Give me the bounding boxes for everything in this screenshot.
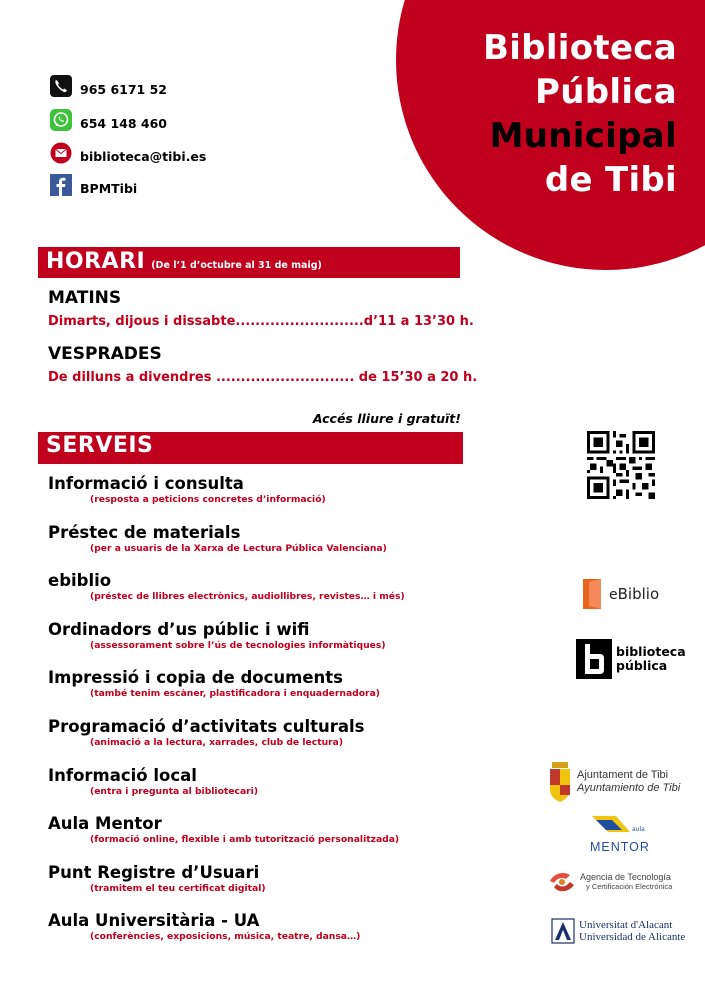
serveis-heading-bar <box>38 432 463 464</box>
facebook-handle: BPMTibi <box>80 181 138 196</box>
agencia-mark-icon <box>548 869 576 895</box>
email-icon <box>50 142 72 164</box>
aula-mentor-logo <box>590 814 654 854</box>
service-item <box>48 766 258 798</box>
service-name: Ordinadors d’us públic i wifi <box>48 620 310 639</box>
shift-title-matins: MATINS <box>48 288 122 308</box>
service-item <box>48 474 326 506</box>
horari-subheading: (De l’1 d’octubre al 31 de maig) <box>151 260 322 271</box>
contact-whatsapp[interactable] <box>50 108 167 131</box>
service-desc: (conferències, exposicions, música, teatre, dansa…) <box>90 931 361 942</box>
service-name: Punt Registre d’Usuari <box>48 863 260 882</box>
horari-heading-bar <box>38 247 460 278</box>
service-name: Préstec de materials <box>48 523 241 542</box>
contact-email[interactable] <box>50 142 206 164</box>
title-line-1: Biblioteca <box>483 28 677 68</box>
service-name: ebiblio <box>48 571 112 590</box>
service-item <box>48 911 360 943</box>
door-icon <box>580 577 606 611</box>
agencia-line1: Agencia de Tecnología <box>580 872 671 882</box>
whatsapp-icon <box>50 109 72 131</box>
contact-facebook[interactable] <box>50 173 137 196</box>
service-desc: (també tenim escàner, plastificadora i enquadernadora) <box>90 688 380 699</box>
mentor-small: aula <box>632 826 645 833</box>
ebiblio-text: Biblio <box>617 585 660 603</box>
ebiblio-prefix: e <box>609 587 618 603</box>
service-desc: (per a usuaris de la Xarxa de Lectura Pública Valenciana) <box>90 543 387 554</box>
service-desc: (animació a la lectura, xarrades, club de lectura) <box>90 737 344 748</box>
biblioteca-publica-line2: pública <box>616 658 668 673</box>
agencia-line2: y Certificación Electrónica <box>586 882 673 891</box>
contact-phone[interactable] <box>50 75 167 97</box>
title-line-3: Municipal <box>489 116 677 156</box>
shift-title-vesprades: VESPRADES <box>48 344 162 364</box>
ua-mark-icon <box>551 918 575 944</box>
service-item <box>48 620 386 652</box>
mentor-text: MENTOR <box>590 840 650 854</box>
b-icon <box>576 639 612 679</box>
serveis-heading: SERVEIS <box>46 433 154 458</box>
service-item <box>48 523 387 555</box>
free-access-note: Accés lliure i gratuït! <box>312 411 461 426</box>
service-item <box>48 814 399 846</box>
service-name: Impressió i copia de documents <box>48 668 343 687</box>
shift-line-matins: Dimarts, dijous i dissabte..........................d’11 a 13’30 h. <box>48 314 474 329</box>
whatsapp-number: 654 148 460 <box>80 116 167 131</box>
service-desc: (entra i pregunta al bibliotecari) <box>90 786 259 797</box>
qr-code[interactable] <box>587 431 655 499</box>
biblioteca-publica-line1: biblioteca <box>616 644 686 659</box>
service-item <box>48 717 364 749</box>
ajuntament-line1: Ajuntament de Tibi <box>577 769 669 781</box>
service-desc: (resposta a peticions concretes d’informació) <box>90 494 326 505</box>
service-item <box>48 571 405 603</box>
service-name: Informació local <box>48 766 197 785</box>
service-desc: (assessorament sobre l’ús de tecnologies informàtiques) <box>90 640 386 651</box>
service-name: Aula Mentor <box>48 814 162 833</box>
facebook-icon <box>50 174 72 196</box>
service-item <box>48 668 380 700</box>
ua-line1: Universitat d'Alacant <box>579 919 673 931</box>
title-line-2: Pública <box>535 72 677 112</box>
ebiblio-logo <box>580 577 659 611</box>
phone-number: 965 6171 52 <box>80 81 167 97</box>
service-desc: (tramitem el teu certificat digital) <box>90 883 266 894</box>
horari-heading: HORARI <box>46 249 146 274</box>
email-address: biblioteca@tibi.es <box>80 148 207 164</box>
title-line-4: de Tibi <box>544 160 677 200</box>
mentor-mark-icon <box>590 814 638 836</box>
phone-icon <box>50 75 72 97</box>
service-name: Informació i consulta <box>48 474 244 493</box>
ajuntament-line2: Ayuntamiento de Tibi <box>577 782 681 794</box>
library-title <box>483 26 677 202</box>
shift-line-vesprades: De dilluns a divendres ............................ de 15’30 a 20 h. <box>48 370 478 385</box>
service-name: Programació d’activitats culturals <box>48 717 365 736</box>
ua-line2: Universidad de Alicante <box>579 931 686 943</box>
service-desc: (formació online, flexible i amb tutorització personalitzada) <box>90 834 400 845</box>
biblioteca-publica-logo <box>576 639 686 679</box>
ajuntament-logo <box>548 762 680 802</box>
service-desc: (préstec de llibres electrònics, audiollibres, revistes… i més) <box>90 591 405 602</box>
coat-of-arms-icon <box>548 762 572 802</box>
agencia-logo <box>548 869 672 895</box>
service-name: Aula Universitària - UA <box>48 911 260 930</box>
ua-logo <box>551 918 685 944</box>
service-item <box>48 863 266 895</box>
